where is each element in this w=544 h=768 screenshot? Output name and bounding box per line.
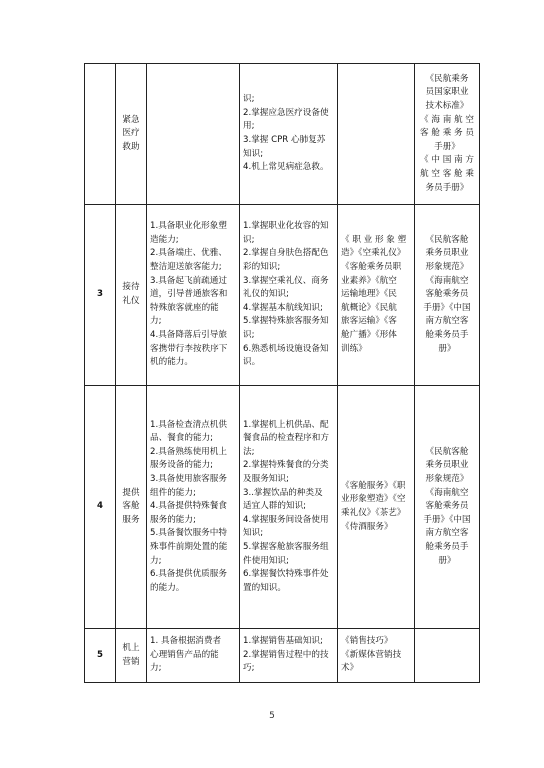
cell-line: 2.掌握销售过程中的技: [243, 649, 329, 660]
resources-cell: [338, 205, 415, 386]
cell-line: 《海南航空: [425, 275, 469, 286]
cell-line: 5.掌握特殊旅客服务知: [243, 316, 329, 327]
cell-line: 手册》: [434, 141, 460, 152]
cell-line: 乘务员职业: [425, 460, 469, 471]
ability-cell: [147, 386, 240, 629]
cell-line: 适宜人群的知识;: [243, 501, 307, 512]
cell-line: 航 空 客 舱 乘: [420, 168, 474, 179]
cell-line: 1. 具备根据消费者: [150, 636, 222, 647]
cell-line: 3..掌握饮品的种类及: [243, 487, 323, 498]
cell-line: 整洁迎送旅客能力;: [150, 262, 222, 273]
cell-line: 舱乘务员手: [425, 329, 469, 340]
table-row: [85, 205, 480, 386]
cell-line: 服务设备的能力;: [150, 460, 214, 471]
item-name-cell: [116, 629, 147, 683]
cell-line: 巧;: [243, 663, 255, 674]
cell-line: 5.掌握客舱旅客服务组: [243, 541, 329, 552]
cell-line: 医疗: [122, 128, 140, 139]
cell-line: 客 舱 乘 务 员: [420, 128, 474, 139]
cell-line: 《 中 国 南 方: [420, 155, 474, 166]
cell-line: 2.掌握特殊餐食的分类: [243, 460, 329, 471]
cell-line: 《民航乘务: [425, 73, 469, 84]
cell-line: 服务: [122, 514, 140, 525]
cell-line: 务员手册》: [425, 182, 469, 193]
cell-line: 《销售技巧》: [341, 636, 393, 647]
cell-line: 2.具备熟练使用机上: [150, 446, 227, 457]
cell-line: 力;: [150, 555, 162, 566]
cell-line: 1.具备检查清点机供: [150, 419, 227, 430]
cell-line: 《民航客舱: [425, 446, 469, 457]
cell-line: 舱广播》《形体: [341, 329, 397, 340]
cell-line: 力;: [150, 663, 162, 674]
cell-line: 客舱乘务员: [425, 289, 469, 300]
ability-cell: [147, 629, 240, 683]
cell-line: 业形象塑造》《空: [341, 494, 406, 505]
cell-line: 餐食品的检查程序和方: [243, 433, 329, 444]
cell-line: 营销: [122, 656, 140, 667]
cell-line: 力;: [150, 316, 162, 327]
cell-line: 紧急: [122, 114, 140, 125]
cell-line: 训练》: [341, 343, 367, 354]
cell-line: 服务的能力;: [150, 514, 196, 525]
cell-line: 形象规范》: [425, 474, 469, 485]
row-number-cell: 5: [85, 629, 116, 683]
course-table: [84, 63, 480, 683]
cell-line: 《新媒体营销技: [341, 649, 402, 660]
cell-line: 3.掌握空乘礼仪、商务: [243, 275, 329, 286]
cell-line: 客携带行李按秩序下: [150, 343, 228, 354]
cell-line: 识;: [243, 329, 255, 340]
cell-line: 提供: [122, 487, 140, 498]
references-cell: [415, 205, 480, 386]
cell-line: 《客舱乘务员职: [341, 262, 402, 273]
references-cell: [415, 64, 480, 205]
knowledge-cell: [240, 64, 338, 205]
cell-line: 技术标准》: [425, 101, 469, 112]
page-number: 5: [269, 711, 275, 721]
cell-line: 知识;: [243, 528, 264, 539]
cell-line: 救助: [122, 141, 140, 152]
ability-cell: [147, 205, 240, 386]
table-row: [85, 64, 480, 205]
item-name-cell: [116, 205, 147, 386]
cell-line: 3.掌握 CPR 心肺复苏: [243, 135, 326, 145]
references-cell: [415, 629, 480, 683]
cell-line: 客舱: [122, 501, 140, 512]
cell-line: 4.掌握基本航线知识;: [243, 302, 323, 313]
cell-line: 彩的知识;: [243, 262, 281, 273]
cell-line: 客舱乘务员: [425, 501, 469, 512]
table-row: [85, 386, 480, 629]
cell-line: 册》: [438, 343, 456, 354]
cell-line: 道，引导普通旅客和: [150, 289, 228, 300]
cell-line: 南方航空客: [425, 528, 469, 539]
cell-line: 舱乘务员手: [425, 541, 469, 552]
cell-line: 1.掌握职业化妆容的知: [243, 221, 329, 232]
cell-line: 5.具备餐饮服务中特: [150, 528, 227, 539]
cell-line: 特殊旅客就座的能: [150, 302, 219, 313]
cell-line: 《客舱服务》《职: [341, 480, 406, 491]
cell-line: 4.具备提供特殊餐食: [150, 501, 227, 512]
cell-line: 心理销售产品的能: [150, 649, 219, 660]
cell-line: 1.掌握销售基础知识;: [243, 636, 323, 647]
cell-line: 件使用知识;: [243, 555, 289, 566]
item-name-cell: [116, 386, 147, 629]
cell-line: 6.具备提供优质服务: [150, 569, 227, 580]
resources-cell: [338, 64, 415, 205]
knowledge-cell: [240, 205, 338, 386]
row-number-cell: [85, 64, 116, 205]
cell-line: 造能力;: [150, 234, 179, 245]
table-row: [85, 629, 480, 683]
item-name-cell: [116, 64, 147, 205]
cell-line: 航概论》《民航: [341, 302, 397, 313]
references-cell: [415, 386, 480, 629]
cell-line: 3.具备起飞前疏通过: [150, 275, 227, 286]
cell-line: 运输地理》《民: [341, 289, 397, 300]
cell-line: 4.具备降落后引导旅: [150, 329, 227, 340]
cell-line: 6.熟悉机场设施设备知: [243, 343, 329, 354]
cell-line: 形象规范》: [425, 262, 469, 273]
row-number-cell: 4: [85, 386, 116, 629]
ability-cell: [147, 64, 240, 205]
cell-line: 南方航空客: [425, 316, 469, 327]
cell-line: 1.掌握机上机供品、配: [243, 419, 329, 430]
cell-line: 礼仪的知识;: [243, 289, 289, 300]
cell-line: 手册》《中国: [423, 514, 471, 525]
cell-line: 造》《空乘礼仪》: [341, 248, 406, 259]
row-number-cell: 3: [85, 205, 116, 386]
cell-line: 2.掌握应急医疗设备使: [243, 107, 329, 118]
cell-line: 术》: [341, 663, 359, 674]
cell-line: 6.掌握餐饮特殊事件处: [243, 569, 329, 580]
cell-line: 殊事件前期处置的能: [150, 541, 228, 552]
cell-line: 手册》《中国: [423, 302, 471, 313]
cell-line: 礼仪: [122, 296, 140, 306]
cell-line: 旅客运输》《客: [341, 316, 397, 327]
cell-line: 法;: [243, 446, 255, 457]
cell-line: 识;: [243, 94, 255, 105]
cell-line: 《 海 南 航 空: [420, 114, 474, 125]
cell-line: 4.机上常见病症急救。: [243, 162, 329, 173]
cell-line: 的能力。: [150, 582, 185, 593]
cell-line: 员国家职业: [425, 87, 469, 98]
cell-line: 品、餐食的能力;: [150, 433, 214, 444]
cell-line: 置的知识。: [243, 582, 286, 593]
resources-cell: [338, 629, 415, 683]
cell-line: 2.掌握自身肤色搭配色: [243, 248, 329, 259]
cell-line: 乘礼仪》《茶艺》: [341, 508, 406, 518]
cell-line: 业素养》《航空: [341, 275, 397, 286]
cell-line: 识;: [243, 234, 255, 245]
resources-cell: [338, 386, 415, 629]
cell-line: 《民航客舱: [425, 234, 469, 245]
cell-line: 2.具备端庄、优雅、: [150, 248, 227, 259]
cell-line: 接待: [122, 282, 140, 293]
cell-line: 组件的能力;: [150, 487, 196, 498]
cell-line: 3.具备使用旅客服务: [150, 474, 227, 485]
cell-line: 《侍酒服务》: [341, 521, 393, 532]
cell-line: 4.掌握服务间设备使用: [243, 514, 329, 525]
cell-line: 及服务知识;: [243, 474, 289, 485]
cell-line: 知识;: [243, 148, 264, 159]
cell-line: 1.具备职业化形象塑: [150, 221, 227, 232]
cell-line: 识。: [243, 357, 261, 368]
cell-line: 机的能力。: [150, 357, 193, 368]
cell-line: 用;: [243, 121, 255, 132]
cell-line: 乘务员职业: [425, 248, 469, 259]
cell-line: 《 职 业 形 象 塑: [341, 234, 407, 245]
knowledge-cell: [240, 629, 338, 683]
cell-line: 《海南航空: [425, 487, 469, 498]
cell-line: 机上: [122, 642, 140, 653]
knowledge-cell: [240, 386, 338, 629]
cell-line: 册》: [438, 555, 456, 566]
